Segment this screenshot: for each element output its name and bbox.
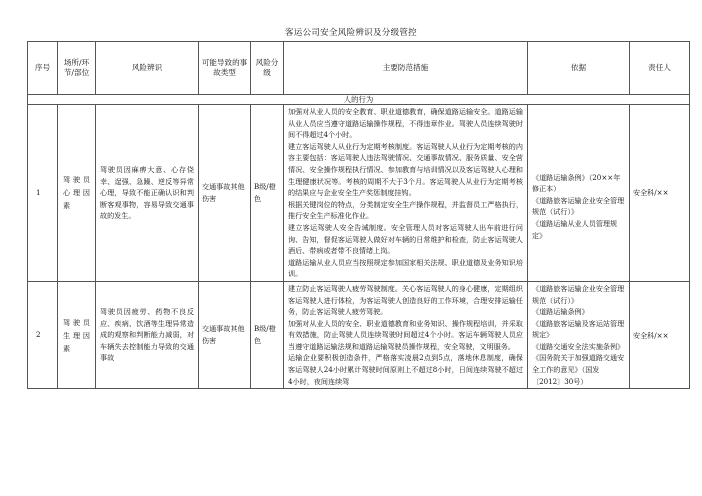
header-measures: 主要防范措施 bbox=[284, 42, 528, 95]
document-title: 客运公司安全风险辨识及分级管控 bbox=[284, 28, 417, 38]
row-risk-level: B级/橙色 bbox=[251, 105, 284, 282]
row-accident-type: 交通事故其他伤害 bbox=[199, 105, 251, 282]
row-place: 驾驶员生理因素 bbox=[58, 281, 96, 388]
row-measures bbox=[284, 105, 528, 282]
basis-item: 《国务院关于加强道路交通安全工作的意见》（国发〔2012〕30号） bbox=[532, 353, 625, 386]
basis-item: 《道路运输条例》（20××年修正本） bbox=[532, 172, 621, 194]
basis-item: 《道路旅客运输及客运站管理规定》 bbox=[532, 318, 625, 340]
basis-item: 《道路旅客运输企业安全管理规范（试行）》 bbox=[532, 283, 625, 305]
row-responsible: 安全科/×× bbox=[630, 281, 690, 388]
measure-item: 建立客运驾驶人安全告诫制度。安全管理人员对客运驾驶人出车前进行问询、告知，督促客运驾驶人做好对车辆的日常维护和检查，防止客运驾驶人酒后、带病或者带不良情绪上岗。 bbox=[288, 222, 523, 256]
header-level: 风险分级 bbox=[251, 42, 284, 95]
basis-item: 《道路运输从业人员管理规定》 bbox=[532, 219, 618, 240]
row-accident-type: 交通事故其他伤害 bbox=[199, 281, 251, 388]
header-responsible: 责任人 bbox=[630, 42, 690, 95]
header-seq: 序号 bbox=[28, 42, 58, 95]
row-seq: 1 bbox=[28, 105, 58, 282]
row-measures bbox=[284, 281, 528, 388]
measure-item: 道路运输从业人员应当按照规定参加国家相关法规、职业道德及业务知识培训。 bbox=[288, 257, 523, 279]
header-basis: 依据 bbox=[528, 42, 630, 95]
table-row bbox=[28, 105, 690, 282]
row-risk-level: B级/橙色 bbox=[251, 281, 284, 388]
risk-control-table bbox=[27, 41, 690, 389]
section-label: 人的行为 bbox=[28, 95, 690, 105]
row-risk: 驾驶员因疲劳、药物不良反应、疾病、饮酒等生理异常造成的观察和判断能力减弱，对车辆失去控制能力导致的交通事故 bbox=[96, 281, 199, 388]
row-seq: 2 bbox=[28, 281, 58, 388]
header-risk: 风险辨识 bbox=[96, 42, 199, 95]
basis-item: 《道路运输条例》 bbox=[532, 307, 589, 317]
row-basis bbox=[528, 105, 630, 282]
header-place: 场所/环节/部位 bbox=[58, 42, 96, 95]
header-row bbox=[28, 42, 690, 95]
header-accident: 可能导致的事故类型 bbox=[199, 42, 251, 95]
row-responsible: 安全科/×× bbox=[630, 105, 690, 282]
section-row bbox=[28, 95, 690, 105]
row-place: 驾驶员心理因素 bbox=[58, 105, 96, 282]
measure-item: 根据关键岗位的特点，分类制定安全生产操作规程，并监督员工严格执行，推行安全生产标准化作业。 bbox=[288, 199, 523, 221]
measure-item: 运输企业要积极创造条件，严格落实凌晨2点到5点，落地休息制度，确保客运驾驶人24小时累计驾驶时间原则上不超过8小时，日间连续驾驶不超过4小时，夜间连续驾 bbox=[288, 353, 523, 386]
basis-item: 《道路交通安全法实施条例》 bbox=[532, 341, 625, 351]
measure-item: 建立防止客运驾驶人疲劳驾驶制度。关心客运驾驶人的身心健康，定期组织客运驾驶人进行体检，为客运驾驶人创造良好的工作环境，合理安排运输任务，防止客运驾驶人疲劳驾驶。 bbox=[288, 283, 523, 317]
measure-item: 加强对从业人员的安全教育、职业道德教育，确保道路运输安全。道路运输从业人员应当遵守道路运输操作规程，不得违章作业。驾驶人员连续驾驶时间不得超过4个小时。 bbox=[288, 107, 523, 140]
basis-item: 《道路旅客运输企业安全管理规范（试行）》 bbox=[532, 195, 625, 217]
row-risk: 驾驶员因麻痹大意、心存侥幸、逞强、急躁、逆反等异常心理，导致不能正确认识和判断客观事物，容易导致交通事故的发生。 bbox=[96, 105, 199, 282]
measure-item: 加强对从业人员的安全、职业道德教育和业务知识、操作规程培训，并采取有效措施，防止驾驶人员连续驾驶时间超过4个小时。客运车辆驾驶人员应当遵守道路运输法规和道路运输驾驶员操作规程，安全驾驶，文明服务。 bbox=[288, 318, 523, 351]
measure-item: 建立客运驾驶人从业行为定期考核制度。客运驾驶人从业行为定期考核的内容主要包括：客运驾驶人违法驾驶情况、交通事故情况、服务质量、安全营情况、安全操作规程执行情况、参加教育与培训情况以及客运驾驶人心理和生理健康状况等。考核的周期不大于3个月。客运驾驶人从业行为定期考核的结果应与企业安全生产奖惩制度挂钩。 bbox=[288, 141, 523, 198]
table-row bbox=[28, 281, 690, 388]
row-basis bbox=[528, 281, 630, 388]
